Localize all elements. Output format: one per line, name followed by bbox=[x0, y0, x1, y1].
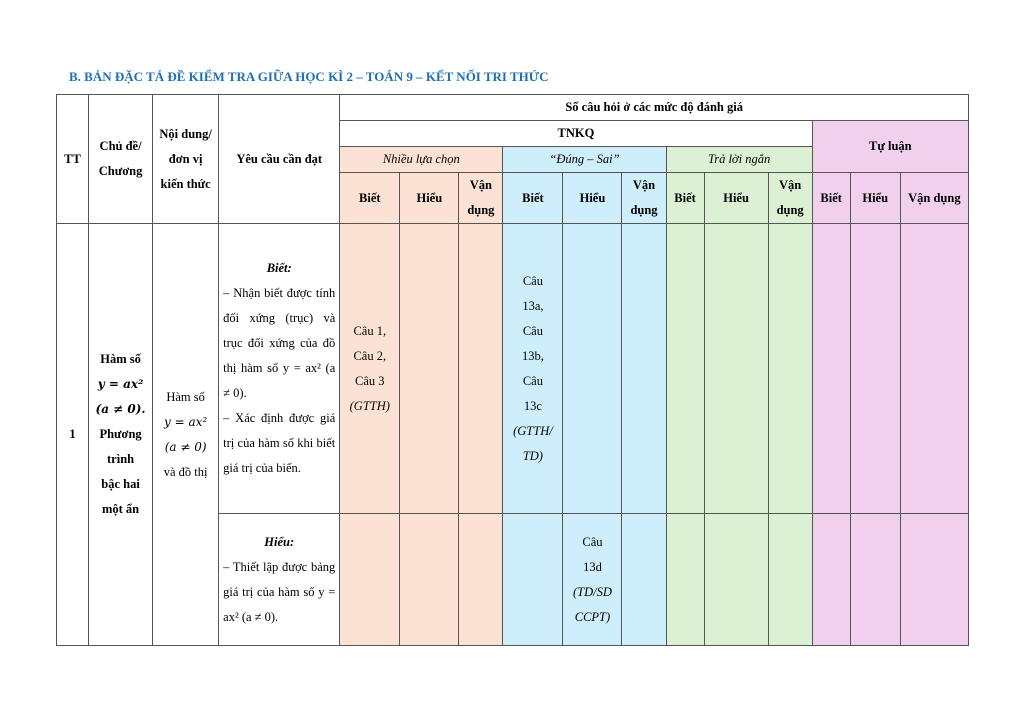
tl-understand-cell-2 bbox=[704, 514, 768, 646]
nl-apply-header: Vận dụng bbox=[459, 173, 503, 224]
table-row bbox=[57, 224, 969, 514]
know-requirement: – Nhận biết được tính đối xứng (trục) và trục đối xứng của đồ thị hàm số y = ax² (a ≠ 0). bbox=[223, 286, 336, 400]
topic-formula: y = ax² bbox=[97, 377, 144, 391]
tu-understand-cell-2 bbox=[850, 514, 900, 646]
topic-line: bậc hai bbox=[101, 477, 140, 491]
nl-understand-cell-2 bbox=[400, 514, 459, 646]
ds-apply-header: Vận dụng bbox=[622, 173, 666, 224]
header-true-false: “Đúng – Sai” bbox=[503, 147, 666, 173]
nl-know-cell-2 bbox=[340, 514, 400, 646]
question-tag: (TD/SD bbox=[573, 584, 612, 599]
content-line: Hàm số bbox=[166, 389, 205, 404]
topic-line: trình bbox=[107, 452, 135, 466]
question-line: 13b, bbox=[521, 348, 544, 363]
question-line: Câu bbox=[582, 534, 603, 549]
tl-apply-cell-2 bbox=[768, 514, 812, 646]
ds-know-cell-2 bbox=[503, 514, 563, 646]
row-tt: 1 bbox=[57, 224, 89, 646]
tl-know-header: Biết bbox=[666, 173, 704, 224]
question-line: Câu bbox=[522, 373, 543, 388]
ds-know-header: Biết bbox=[503, 173, 563, 224]
nl-apply-cell-2 bbox=[459, 514, 503, 646]
tu-apply-cell-2 bbox=[900, 514, 968, 646]
question-line: 13c bbox=[523, 398, 542, 413]
know-requirement: – Xác định được giá trị của hàm số khi biết giá trị của biến. bbox=[223, 411, 336, 475]
tl-apply-header: Vận dụng bbox=[768, 173, 812, 224]
header-levels: Số câu hỏi ở các mức độ đánh giá bbox=[340, 95, 969, 121]
tu-know-header: Biết bbox=[812, 173, 850, 224]
header-content: Nội dung/ đơn vị kiến thức bbox=[153, 95, 219, 224]
understand-requirement: – Thiết lập được bảng giá trị của hàm số y = ax² (a ≠ 0). bbox=[223, 559, 336, 624]
tl-apply-cell bbox=[768, 224, 812, 514]
topic-line: một ẩn bbox=[101, 502, 140, 516]
tl-understand-cell bbox=[704, 224, 768, 514]
specification-table bbox=[56, 94, 969, 646]
question-line: 13a, bbox=[522, 298, 544, 313]
tl-know-cell bbox=[666, 224, 704, 514]
header-topic: Chủ đề/ Chương bbox=[89, 95, 153, 224]
tu-know-cell bbox=[812, 224, 850, 514]
requirement-know-cell bbox=[219, 224, 340, 514]
requirement-understand-cell bbox=[219, 514, 340, 646]
content-condition: (a ≠ 0) bbox=[164, 439, 207, 454]
header-tt: TT bbox=[57, 95, 89, 224]
question-line: Câu 2, bbox=[353, 348, 387, 363]
topic-condition: (a ≠ 0). bbox=[95, 402, 146, 416]
question-tag: TD) bbox=[522, 448, 543, 463]
row-topic bbox=[89, 224, 153, 646]
content-line: và đồ thị bbox=[163, 464, 208, 479]
topic-line: Hàm số bbox=[100, 352, 141, 366]
nl-know-cell bbox=[340, 224, 400, 514]
ds-apply-cell-2 bbox=[622, 514, 666, 646]
header-short-answer: Trả lời ngắn bbox=[666, 147, 812, 173]
question-line: Câu 1, bbox=[353, 323, 387, 338]
content-formula: y = ax² bbox=[164, 414, 208, 429]
tu-apply-cell bbox=[900, 224, 968, 514]
ds-understand-cell bbox=[563, 224, 622, 514]
header-tnkq: TNKQ bbox=[340, 121, 812, 147]
question-tag: (GTTH/ bbox=[513, 423, 553, 438]
question-line: 13d bbox=[583, 559, 602, 574]
know-label: Biết: bbox=[266, 261, 292, 275]
tu-know-cell-2 bbox=[812, 514, 850, 646]
nl-understand-cell bbox=[400, 224, 459, 514]
question-line: Câu bbox=[522, 273, 543, 288]
tl-know-cell-2 bbox=[666, 514, 704, 646]
tu-apply-header: Vận dụng bbox=[900, 173, 968, 224]
ds-understand-header: Hiểu bbox=[563, 173, 622, 224]
question-line: Câu 3 bbox=[355, 373, 385, 388]
topic-line: Phương bbox=[99, 427, 142, 441]
ds-understand-cell-2 bbox=[563, 514, 622, 646]
row-content bbox=[153, 224, 219, 646]
tl-understand-header: Hiểu bbox=[704, 173, 768, 224]
nl-understand-header: Hiểu bbox=[400, 173, 459, 224]
nl-apply-cell bbox=[459, 224, 503, 514]
question-line: Câu bbox=[522, 323, 543, 338]
ds-apply-cell bbox=[622, 224, 666, 514]
header-requirements: Yêu cầu cần đạt bbox=[219, 95, 340, 224]
ds-know-cell bbox=[503, 224, 563, 514]
question-tag: CCPT) bbox=[574, 609, 611, 624]
understand-label: Hiểu: bbox=[264, 534, 295, 549]
header-essay: Tự luận bbox=[812, 121, 968, 173]
document-title: B. BẢN ĐẶC TẢ ĐỀ KIỂM TRA GIỮA HỌC KÌ 2 – TOÁN 9 – KẾT NỐI TRI THỨC bbox=[69, 69, 549, 84]
question-tag: (GTTH) bbox=[349, 398, 390, 413]
tu-understand-cell bbox=[850, 224, 900, 514]
header-multiple-choice: Nhiều lựa chọn bbox=[340, 147, 503, 173]
nl-know-header: Biết bbox=[340, 173, 400, 224]
tu-understand-header: Hiểu bbox=[850, 173, 900, 224]
